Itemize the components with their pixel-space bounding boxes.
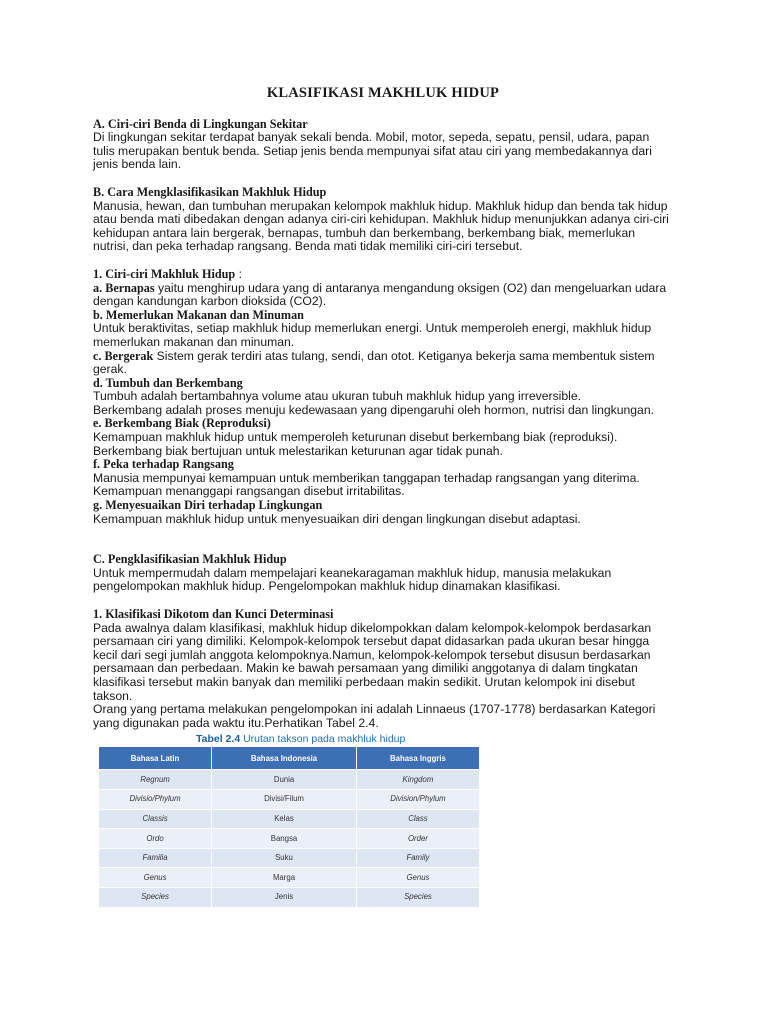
- cell-inggris: Species: [356, 887, 479, 907]
- dikotom-body-2: Orang yang pertama melakukan pengelompokan ini adalah Linnaeus (1707-1778) berdasarkan Kategori yang digunakan pada waktu itu.Perhatikan Tabel 2.4.: [93, 702, 656, 730]
- ciri-f-label: f. Peka terhadap Rangsang: [93, 457, 234, 472]
- cell-inggris: Family: [356, 848, 479, 868]
- ciri-e-text-1: Kemampuan makhluk hidup untuk memperoleh keturunan disebut berkembang biak (reproduksi).: [93, 430, 618, 445]
- ciri-heading: 1. Ciri-ciri Makhluk Hidup: [93, 266, 236, 281]
- cell-indonesia: Suku: [212, 848, 357, 868]
- ciri-heading-row: [93, 268, 673, 282]
- cell-latin: Ordo: [99, 829, 212, 849]
- cell-latin: Regnum: [99, 770, 212, 790]
- ciri-b-label: b. Memerlukan Makanan dan Minuman: [93, 307, 304, 322]
- section-a-body: Di lingkungan sekitar terdapat banyak sekali benda. Mobil, motor, sepeda, sepatu, pensil, udara, papan tulis merupakan bentuk benda. Setiap jenis benda mempunyai sifat atau ciri yang membedakannya dari jenis benda lain.: [93, 130, 652, 172]
- ciri-a-text: yaitu menghirup udara yang di antaranya mengandung oksigen (O2) dan mengeluarkan udara dengan kandungan karbon dioksida (CO2).: [93, 280, 667, 309]
- section-b-body: Manusia, hewan, dan tumbuhan merupakan kelompok makhluk hidup. Makhluk hidup dan benda tak hidup atau benda mati dibedakan dengan adanya ciri-ciri kehidupan. Makhluk hidup menunjukkan adanya ciri-ciri kehidupan antara lain bergerak, bernapas, tumbuh dan berkembang, berkembang biak, memerlukan nutrisi, dan peka terhadap rangsang. Benda mati tidak memiliki ciri-ciri tersebut.: [93, 198, 669, 254]
- taxon-table: [98, 746, 480, 907]
- table-row: [99, 770, 480, 790]
- cell-inggris: Division/Phylum: [356, 789, 479, 809]
- table-row: [99, 829, 480, 849]
- table-row: [99, 789, 480, 809]
- cell-indonesia: Dunia: [212, 770, 357, 790]
- ciri-d-text-2: Berkembang adalah proses menuju kedewasaan yang dipengaruhi oleh hormon, nutrisi dan lingkungan.: [93, 402, 654, 417]
- table-caption-number: Tabel 2.4: [196, 733, 241, 746]
- ciri-e-text-2: Berkembang biak bertujuan untuk melestarikan keturunan agar tidak punah.: [93, 443, 503, 458]
- cell-latin: Genus: [99, 868, 212, 888]
- document-title: KLASIFIKASI MAKHLUK HIDUP: [266, 85, 500, 101]
- cell-inggris: Class: [356, 809, 479, 829]
- ciri-b-text: Untuk beraktivitas, setiap makhluk hidup memerlukan energi. Untuk memperoleh energi, makhluk hidup memerlukan makanan dan minuman.: [93, 321, 652, 349]
- cell-indonesia: Divisi/Filum: [212, 789, 357, 809]
- cell-inggris: Genus: [356, 868, 479, 888]
- table-header-latin: Bahasa Latin: [99, 747, 212, 770]
- dikotom-body-1: Pada awalnya dalam klasifikasi, makhluk hidup dikelompokkan dalam kelompok-kelompok berdasarkan persamaan ciri yang dimiliki. Kelompok-kelompok tersebut dapat didasarkan pada ukuran besar hingga kecil dari segi jumlah anggota kelompoknya.Namun, kelompok-kelompok tersebut disusun berdasarkan persamaan dan perbedaan. Makin ke bawah persamaan yang dimiliki anggotanya di dalam tingkatan klasifikasi tersebut makin banyak dan memiliki perbedaan makin sedikit. Urutan kelompok ini disebut takson.: [93, 620, 652, 703]
- section-a-heading: A. Ciri-ciri Benda di Lingkungan Sekitar: [93, 116, 308, 131]
- table-row: [99, 848, 480, 868]
- cell-inggris: Order: [356, 829, 479, 849]
- ciri-g-text: Kemampuan makhluk hidup untuk menyesuaikan diri dengan lingkungan disebut adaptasi.: [93, 511, 581, 526]
- cell-latin: Divisio/Phylum: [99, 789, 212, 809]
- table-header-row: [99, 747, 480, 770]
- cell-indonesia: Jenis: [212, 887, 357, 907]
- ciri-g-label: g. Menyesuaikan Diri terhadap Lingkungan: [93, 498, 323, 513]
- document-body: [93, 87, 673, 908]
- ciri-c-text: Sistem gerak terdiri atas tulang, sendi, dan otot. Ketiganya bekerja sama membentuk sistem gerak.: [93, 348, 655, 377]
- ciri-item-a: [93, 282, 673, 309]
- ciri-a-label: a. Bernapas: [93, 280, 155, 295]
- table-header-inggris: Bahasa Inggris: [356, 747, 479, 770]
- ciri-f-text: Manusia mempunyai kemampuan untuk memberikan tanggapan terhadap rangsangan yang diterima. Kemampuan menanggapi rangsangan disebut irritabilitas.: [93, 470, 640, 499]
- section-c-body: Untuk mempermudah dalam mempelajari keanekaragaman makhluk hidup, manusia melakukan pengelompokan makhluk hidup. Pengelompokan makhluk hidup dinamakan klasifikasi.: [93, 565, 612, 594]
- ciri-heading-suffix: :: [235, 266, 242, 281]
- ciri-c-label: c. Bergerak: [93, 348, 154, 363]
- cell-latin: Familia: [99, 848, 212, 868]
- cell-latin: Classis: [99, 809, 212, 829]
- cell-indonesia: Bangsa: [212, 829, 357, 849]
- table-row: [99, 887, 480, 907]
- ciri-item-c: [93, 350, 673, 377]
- cell-inggris: Kingdom: [356, 770, 479, 790]
- cell-latin: Species: [99, 887, 212, 907]
- dikotom-heading: 1. Klasifikasi Dikotom dan Kunci Determinasi: [93, 607, 334, 621]
- table-row: [99, 868, 480, 888]
- cell-indonesia: Marga: [212, 868, 357, 888]
- cell-indonesia: Kelas: [212, 809, 357, 829]
- ciri-d-label: d. Tumbuh dan Berkembang: [93, 375, 243, 390]
- table-header-indonesia: Bahasa Indonesia: [212, 747, 357, 770]
- section-b-heading: B. Cara Mengklasifikasikan Makhluk Hidup: [93, 184, 327, 199]
- taxon-table-figure: [98, 732, 673, 907]
- ciri-e-label: e. Berkembang Biak (Reproduksi): [93, 416, 271, 431]
- table-row: [99, 809, 480, 829]
- table-caption-text: Urutan takson pada makhluk hidup: [240, 733, 406, 746]
- section-c-heading: C. Pengklasifikasian Makhluk Hidup: [93, 552, 287, 567]
- ciri-d-text-1: Tumbuh adalah bertambahnya volume atau ukuran tubuh makhluk hidup yang irreversible.: [93, 389, 582, 404]
- table-caption: [196, 732, 673, 746]
